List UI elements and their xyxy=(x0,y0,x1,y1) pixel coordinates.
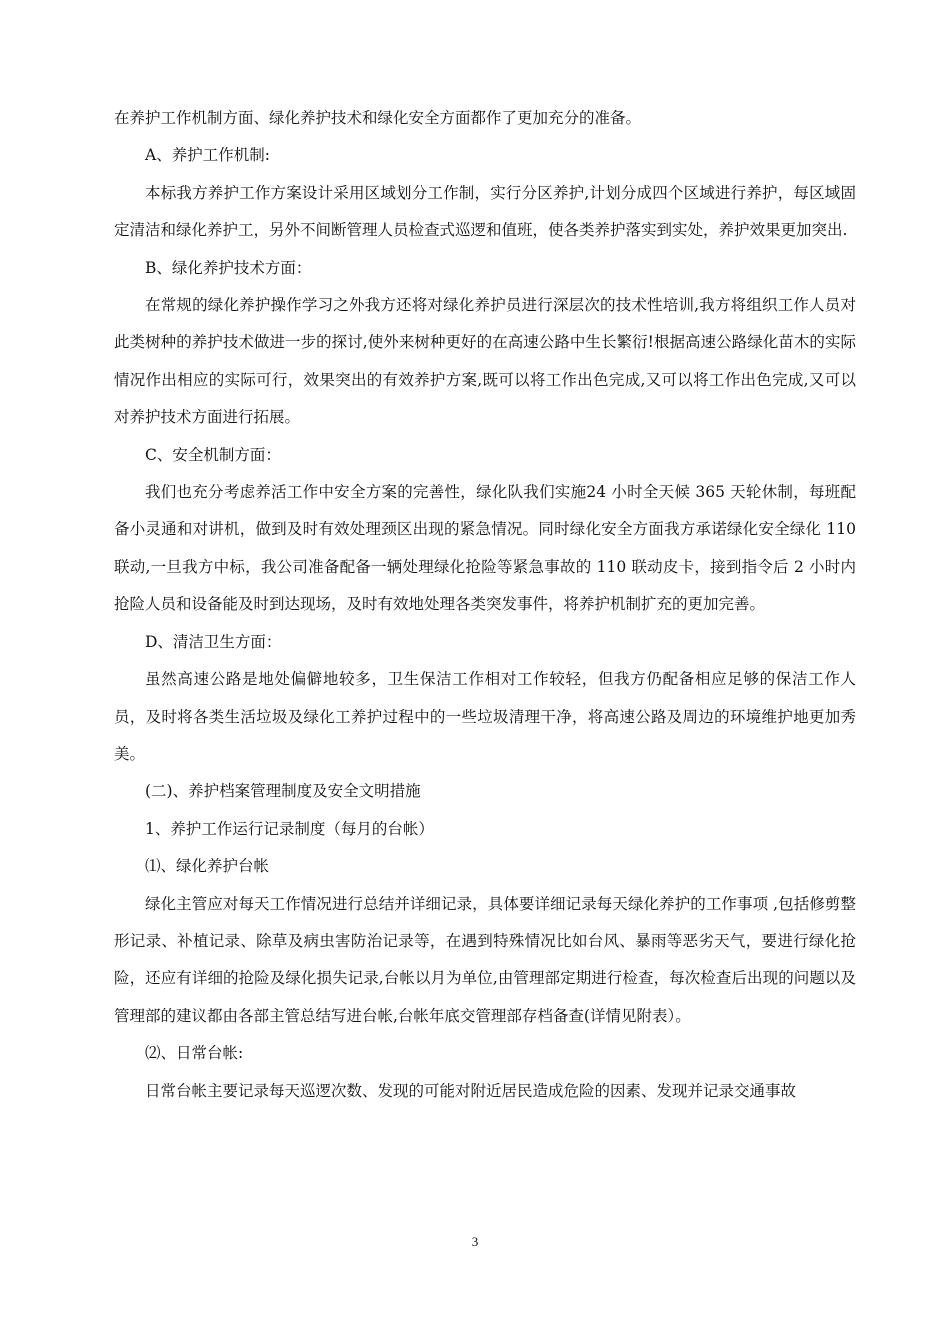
heading-section-d: D、清洁卫生方面： xyxy=(145,632,282,651)
heading-section-a: A、养护工作机制: xyxy=(145,146,270,165)
page-number: 3 xyxy=(471,1234,479,1249)
paragraph-section-c: 我们也充分考虑养活工作中安全方案的完善性，绿化队我们实施24 小时全天候 365 天轮休制，每班配备小灵通和对讲机，做到及时有效处理颈区出现的紧急情况。同时绿化安全方面我方承诺绿化安全绿化 110 联动,一旦我方中标，我公司准备配备一辆处理绿化抢险等紧急事故的 110 联动皮卡，接到指令后 2 小时内抢险人员和设备能及时到达现场，及时有效地处理各类突发事件，将养护机制扩充的更加完善。 xyxy=(114,483,856,614)
paragraph-greening-ledger: 绿化主管应对每天工作情况进行总结并详细记录，具体要详细记录每天绿化养护的工作事项 ,包括修剪整形记录、补植记录、除草及病虫害防治记录等，在遇到特殊情况比如台风、暴雨等恶劣天气，要进行绿化抢险，还应有详细的抢险及绿化损失记录,台帐以月为单位,由管理部定期进行检查，每次检查后出现的问题以及管理部的建议都由各部主管总结写进台帐,台帐年底交管理部存档备查(详情见附表）。 xyxy=(114,894,856,1025)
heading-section-b: B、绿化养护技术方面： xyxy=(145,258,312,277)
heading-greening-ledger: ⑴、绿化养护台帐 xyxy=(145,857,270,876)
heading-record-system: 1、养护工作运行记录制度（每月的台帐） xyxy=(145,819,434,838)
heading-archive-management: (二)、养护档案管理制度及安全文明措施 xyxy=(145,782,421,801)
paragraph-section-d: 虽然高速公路是地处偏僻地较多，卫生保洁工作相对工作较轻，但我方仍配备相应足够的保洁工作人员，及时将各类生活垃圾及绿化工养护过程中的一些垃圾清理干净，将高速公路及周边的环境维护地更加秀美。 xyxy=(114,670,856,763)
heading-section-c: C、安全机制方面： xyxy=(145,445,281,464)
paragraph-daily-ledger: 日常台帐主要记录每天巡逻次数、发现的可能对附近居民造成危险的因素、发现并记录交通事故 xyxy=(145,1081,797,1100)
heading-daily-ledger: ⑵、日常台帐: xyxy=(145,1044,244,1063)
paragraph-section-b: 在常规的绿化养护操作学习之外我方还将对绿化养护员进行深层次的技术性培训,我方将组织工作人员对此类树种的养护技术做进一步的探讨,使外来树种更好的在高速公路中生长繁衍!根据高速公路绿化苗木的实际情况作出相应的实际可行，效果突出的有效养护方案,既可以将工作出色完成,又可以将工作出色完成,又可以对养护技术方面进行拓展。 xyxy=(114,296,856,427)
paragraph-intro-continuation: 在养护工作机制方面、绿化养护技术和绿化安全方面都作了更加充分的准备。 xyxy=(114,109,642,127)
paragraph-section-a: 本标我方养护工作方案设计采用区域划分工作制，实行分区养护,计划分成四个区域进行养护，每区域固定清洁和绿化养护工，另外不间断管理人员检查式巡逻和值班，使各类养护落实到实处，养护效果更加突出. xyxy=(114,183,856,240)
document-body xyxy=(114,100,856,1110)
